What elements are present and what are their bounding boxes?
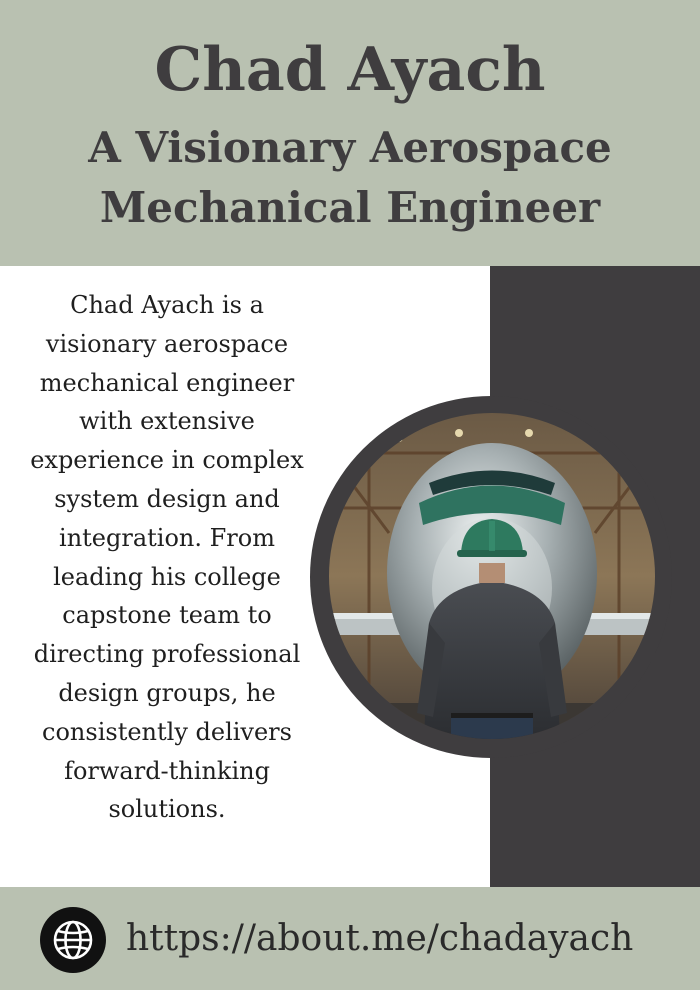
website-url-link[interactable]: https://about.me/chadayach bbox=[126, 918, 634, 959]
globe-icon bbox=[40, 907, 106, 973]
header-banner bbox=[0, 0, 700, 266]
page-title: Chad Ayach bbox=[154, 35, 546, 105]
bio-paragraph: Chad Ayach is a visionary aerospace mechanical engineer with extensive experience in complex system design and integration. From leading his college capstone team to directing professional design groups, he consistently delivers forward-thinking solutions. bbox=[30, 291, 304, 824]
page-subtitle: A Visionary Aerospace Mechanical Engineer bbox=[88, 123, 612, 232]
engineer-photo bbox=[329, 413, 655, 739]
